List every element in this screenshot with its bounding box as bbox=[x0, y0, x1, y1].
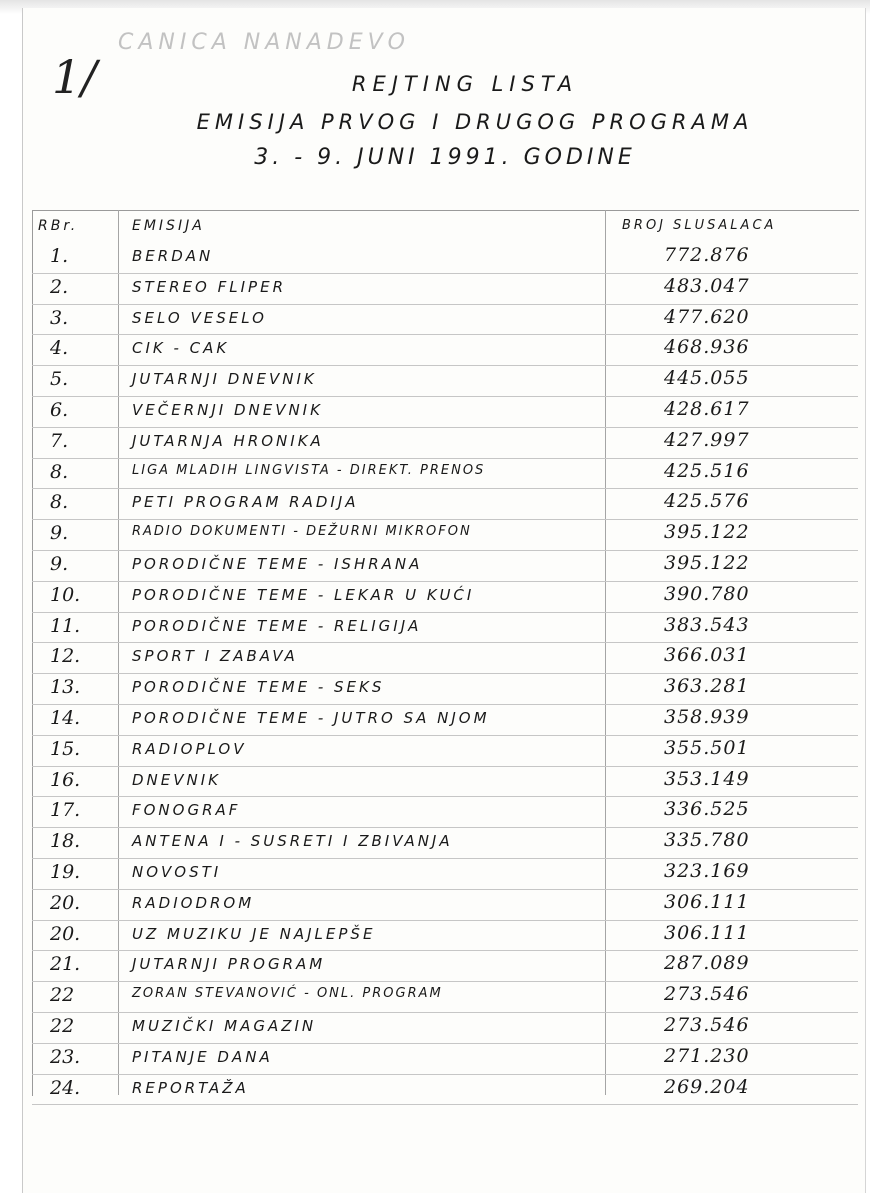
row-listener-count: 323.169 bbox=[664, 860, 750, 882]
row-number: 22 bbox=[50, 1015, 75, 1037]
row-emission-name: JUTARNJA HRONIKA bbox=[132, 431, 324, 450]
row-listener-count: 428.617 bbox=[664, 398, 750, 420]
table-row bbox=[32, 335, 858, 366]
row-emission-name: SELO VESELO bbox=[132, 308, 267, 327]
row-number: 15. bbox=[50, 737, 81, 760]
row-number: 3. bbox=[50, 306, 69, 329]
row-listener-count: 390.780 bbox=[664, 582, 750, 605]
row-emission-name: JUTARNJI DNEVNIK bbox=[132, 370, 317, 389]
row-listener-count: 468.936 bbox=[664, 336, 750, 359]
table-row bbox=[32, 674, 858, 705]
row-emission-name: RADIODROM bbox=[132, 893, 255, 912]
document-subtitle: EMISIJA PRVOG I DRUGOG PROGRAMA bbox=[196, 110, 754, 134]
table-row bbox=[32, 921, 858, 952]
table-row bbox=[32, 613, 858, 644]
faint-header-text: CANICA NANADEVO bbox=[118, 30, 410, 55]
row-emission-name: STEREO FLIPER bbox=[132, 277, 286, 296]
row-number: 20. bbox=[50, 922, 81, 945]
row-listener-count: 383.543 bbox=[664, 613, 750, 636]
document-date-range: 3. - 9. JUNI 1991. GODINE bbox=[254, 145, 636, 170]
row-number: 13. bbox=[50, 676, 81, 699]
row-listener-count: 363.281 bbox=[664, 675, 750, 698]
row-emission-name: ANTENA I - SUSRETI I ZBIVANJA bbox=[132, 832, 453, 851]
table-row bbox=[32, 797, 858, 828]
row-listener-count: 273.546 bbox=[664, 983, 750, 1006]
page-number-mark: 1/ bbox=[52, 50, 97, 104]
row-listener-count: 366.031 bbox=[664, 644, 750, 667]
row-number: 5. bbox=[50, 368, 69, 391]
table-row bbox=[32, 397, 858, 428]
row-listener-count: 483.047 bbox=[664, 274, 750, 297]
row-emission-name: REPORTAŽA bbox=[132, 1078, 249, 1097]
row-listener-count: 306.111 bbox=[664, 921, 750, 944]
row-emission-name: MUZIČKI MAGAZIN bbox=[132, 1017, 317, 1035]
table-row bbox=[32, 890, 858, 921]
row-emission-name: ZORAN STEVANOVIĆ - ONL. PROGRAM bbox=[132, 986, 443, 1002]
row-listener-count: 273.546 bbox=[664, 1014, 750, 1036]
row-listener-count: 271.230 bbox=[664, 1044, 750, 1067]
column-header-number: RBr. bbox=[38, 218, 79, 234]
row-number: 17. bbox=[50, 799, 81, 822]
row-listener-count: 269.204 bbox=[664, 1075, 750, 1098]
table-row bbox=[32, 951, 858, 982]
table-row bbox=[32, 243, 858, 274]
table-row bbox=[32, 428, 858, 459]
table-row bbox=[32, 305, 858, 336]
row-emission-name: PORODIČNE TEME - LEKAR U KUĆI bbox=[132, 585, 475, 604]
row-emission-name: PORODIČNE TEME - JUTRO SA NJOM bbox=[132, 709, 490, 727]
table-row bbox=[32, 551, 858, 582]
table-row bbox=[32, 767, 858, 798]
row-listener-count: 358.939 bbox=[664, 706, 750, 728]
row-emission-name: PETI PROGRAM RADIJA bbox=[132, 493, 359, 512]
row-number: 12. bbox=[50, 645, 81, 668]
table-row bbox=[32, 643, 858, 674]
table-row bbox=[32, 366, 858, 397]
table-row bbox=[32, 982, 858, 1013]
row-number: 22 bbox=[50, 984, 75, 1007]
table-row bbox=[32, 1013, 858, 1044]
row-listener-count: 427.997 bbox=[664, 428, 750, 451]
row-emission-name: VEČERNJI DNEVNIK bbox=[132, 401, 323, 419]
table-row bbox=[32, 1044, 858, 1075]
row-listener-count: 477.620 bbox=[664, 305, 750, 328]
row-listener-count: 335.780 bbox=[664, 829, 750, 852]
row-listener-count: 353.149 bbox=[664, 767, 750, 790]
table-row bbox=[32, 705, 858, 736]
column-header-listeners: BROJ SLUSALACA bbox=[622, 218, 777, 233]
column-header-emission: EMISIJA bbox=[132, 218, 205, 234]
row-number: 2. bbox=[50, 275, 69, 298]
row-listener-count: 395.122 bbox=[664, 521, 750, 544]
table-row bbox=[32, 274, 858, 305]
row-number: 8. bbox=[50, 491, 69, 514]
table-row bbox=[32, 1075, 858, 1106]
row-number: 21. bbox=[50, 953, 81, 976]
row-emission-name: RADIO DOKUMENTI - DEŽURNI MIKROFON bbox=[132, 524, 472, 540]
row-listener-count: 425.516 bbox=[664, 459, 750, 482]
row-number: 23. bbox=[50, 1045, 81, 1068]
row-number: 14. bbox=[50, 707, 81, 729]
table-row bbox=[32, 859, 858, 890]
row-emission-name: UZ MUZIKU JE NAJLEPŠE bbox=[132, 924, 376, 943]
row-listener-count: 306.111 bbox=[664, 890, 750, 913]
row-number: 7. bbox=[50, 429, 69, 452]
row-number: 20. bbox=[50, 891, 81, 914]
row-number: 10. bbox=[50, 583, 81, 606]
row-number: 9. bbox=[50, 553, 69, 575]
row-emission-name: PITANJE DANA bbox=[132, 1047, 273, 1066]
row-emission-name: LIGA MLADIH LINGVISTA - DIREKT. PRENOS bbox=[132, 462, 486, 478]
row-listener-count: 395.122 bbox=[664, 552, 750, 574]
row-number: 9. bbox=[50, 522, 69, 545]
row-number: 6. bbox=[50, 399, 69, 421]
row-number: 8. bbox=[50, 460, 69, 483]
row-number: 4. bbox=[50, 337, 69, 360]
row-number: 16. bbox=[50, 768, 81, 791]
row-listener-count: 336.525 bbox=[664, 798, 750, 821]
row-number: 11. bbox=[50, 614, 81, 637]
row-emission-name: SPORT I ZABAVA bbox=[132, 647, 298, 666]
table-row bbox=[32, 736, 858, 767]
table-row bbox=[32, 520, 858, 551]
row-listener-count: 425.576 bbox=[664, 490, 750, 513]
row-listener-count: 772.876 bbox=[664, 244, 750, 266]
row-emission-name: JUTARNJI PROGRAM bbox=[132, 955, 326, 974]
row-listener-count: 445.055 bbox=[664, 367, 750, 390]
row-number: 24. bbox=[50, 1076, 81, 1099]
row-emission-name: PORODIČNE TEME - RELIGIJA bbox=[132, 616, 422, 635]
row-emission-name: CIK - CAK bbox=[132, 339, 230, 358]
row-number: 19. bbox=[50, 861, 81, 883]
row-listener-count: 287.089 bbox=[664, 952, 750, 975]
row-number: 18. bbox=[50, 830, 81, 853]
table-row bbox=[32, 489, 858, 520]
row-emission-name: RADIOPLOV bbox=[132, 739, 247, 758]
row-emission-name: FONOGRAF bbox=[132, 801, 241, 820]
row-emission-name: DNEVNIK bbox=[132, 770, 221, 789]
row-emission-name: NOVOSTI bbox=[132, 863, 222, 881]
table-row bbox=[32, 582, 858, 613]
document-title: REJTING LISTA bbox=[351, 72, 579, 96]
row-listener-count: 355.501 bbox=[664, 736, 750, 759]
row-emission-name: PORODIČNE TEME - ISHRANA bbox=[132, 555, 423, 573]
table-row bbox=[32, 459, 858, 490]
table-row bbox=[32, 828, 858, 859]
row-emission-name: PORODIČNE TEME - SEKS bbox=[132, 678, 385, 697]
row-number: 1. bbox=[50, 245, 69, 267]
row-emission-name: BERDAN bbox=[132, 247, 214, 265]
